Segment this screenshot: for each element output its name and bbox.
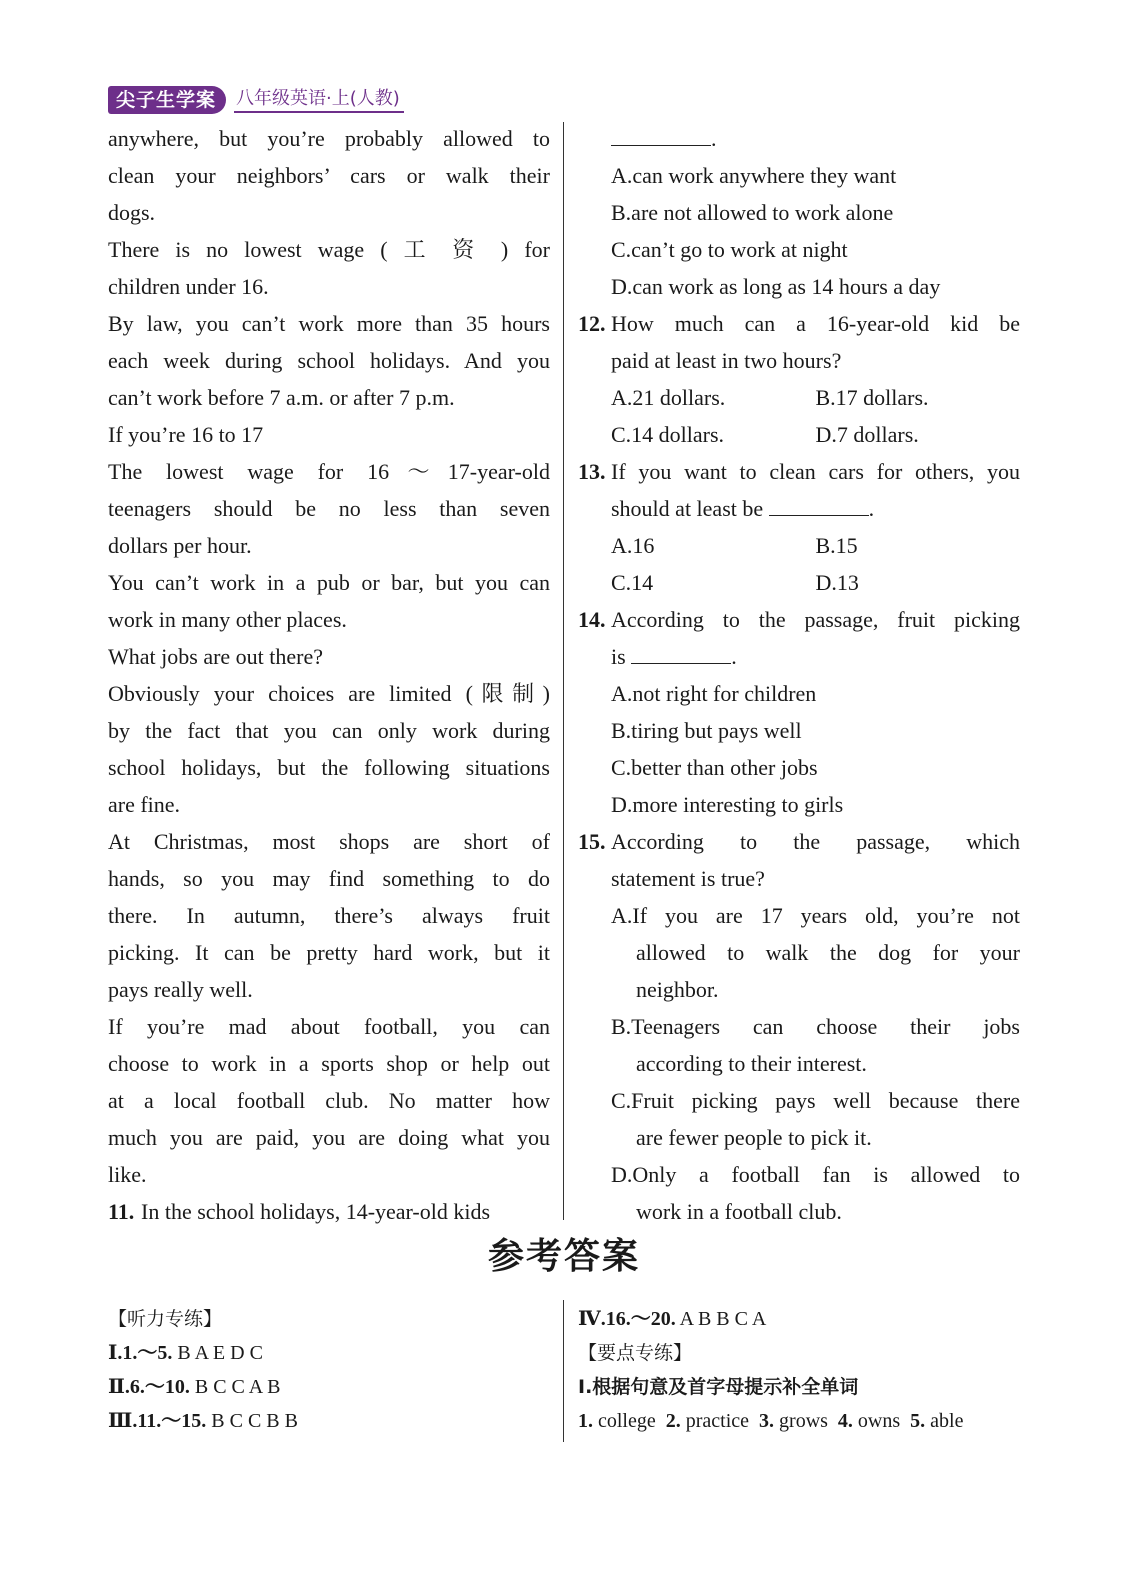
- question-number: 14.: [578, 607, 606, 632]
- passage-line: much you are paid, you are doing what you: [108, 1125, 550, 1150]
- option-line: C.Fruit picking pays well because there: [611, 1088, 1020, 1113]
- answer-line: Ⅳ.16.～20. A B B C A: [578, 1308, 767, 1330]
- word-answers: 1. college 2. practice 3. grows 4. owns 5. able: [578, 1410, 964, 1432]
- passage-line: each week during school holidays. And you: [108, 348, 550, 373]
- option-line: according to their interest.: [636, 1051, 867, 1076]
- answer-line: Ⅱ.6.～10. B C C A B: [108, 1376, 281, 1398]
- option-line: neighbor.: [636, 977, 719, 1002]
- passage-line: teenagers should be no less than seven: [108, 496, 550, 521]
- passage-line: hands, so you may find something to do: [108, 866, 550, 891]
- passage-line: school holidays, but the following situations: [108, 755, 550, 780]
- passage-line: There is no lowest wage ( 工 资 ) for: [108, 237, 550, 262]
- question-stem-line2: is .: [578, 638, 1020, 675]
- passage-line: You can’t work in a pub or bar, but you can: [108, 570, 550, 595]
- question-11: [108, 1193, 550, 1230]
- passage-line: by the fact that you can only work during: [108, 718, 550, 743]
- question-stem: According to the passage, fruit picking: [611, 607, 1020, 632]
- page-header: [108, 86, 404, 114]
- option-line: are fewer people to pick it.: [636, 1125, 872, 1150]
- passage-line: can’t work before 7 a.m. or after 7 p.m.: [108, 385, 455, 410]
- question-15-options: [578, 897, 1020, 1230]
- section-heading: 【要点专练】: [578, 1342, 693, 1364]
- answers-right: [578, 1302, 1028, 1438]
- passage-line: at a local football club. No matter how: [108, 1088, 550, 1113]
- option: B.tiring but pays well: [611, 718, 802, 743]
- option: C.14: [611, 570, 654, 595]
- option: D.more interesting to girls: [611, 792, 844, 817]
- passage-line: work in many other places.: [108, 607, 347, 632]
- option: D.13: [815, 570, 859, 595]
- passage-line: clean your neighbors’ cars or walk their: [108, 163, 550, 188]
- question-14: [578, 601, 1020, 638]
- answer-blank[interactable]: [611, 123, 711, 146]
- brand-logo: 尖子生学案: [108, 86, 226, 114]
- option-line: B.Teenagers can choose their jobs: [611, 1014, 1020, 1039]
- option: C.better than other jobs: [611, 755, 818, 780]
- option: A.can work anywhere they want: [611, 163, 897, 188]
- question-stem-line2: paid at least in two hours?: [611, 348, 842, 373]
- passage-line: What jobs are out there?: [108, 644, 324, 669]
- passage-line: children under 16.: [108, 274, 269, 299]
- section-heading: 【听力专练】: [108, 1308, 223, 1330]
- answer-line: Ⅲ.11.～15. B C C B B: [108, 1410, 298, 1432]
- passage-line: At Christmas, most shops are short of: [108, 829, 550, 854]
- question-stem: According to the passage, which: [611, 829, 1020, 854]
- option: D.can work as long as 14 hours a day: [611, 274, 941, 299]
- question-stem: In the school holidays, 14-year-old kids: [141, 1199, 491, 1224]
- subject-label: 八年级英语·上(人教): [234, 87, 404, 113]
- answer-divider: [563, 1300, 564, 1442]
- options-row: [578, 527, 1020, 564]
- options-row: [578, 416, 1020, 453]
- option-line: A.If you are 17 years old, you’re not: [611, 903, 1020, 928]
- option-line: D.Only a football fan is allowed to: [611, 1162, 1020, 1187]
- passage-line: By law, you can’t work more than 35 hours: [108, 311, 550, 336]
- answer-blank[interactable]: [631, 641, 731, 664]
- passage: [108, 120, 550, 1193]
- answers-left: [108, 1302, 548, 1438]
- question-13: [578, 453, 1020, 490]
- subsection-heading: Ⅰ.根据句意及首字母提示补全单词: [578, 1376, 859, 1398]
- question-number: 11.: [108, 1199, 135, 1224]
- answer-lines: [108, 1336, 548, 1438]
- question-stem: If you want to clean cars for others, you: [611, 459, 1020, 484]
- option: A.16: [611, 533, 655, 558]
- option-line: work in a football club.: [636, 1199, 842, 1224]
- question-15: [578, 823, 1020, 860]
- passage-line: anywhere, but you’re probably allowed to: [108, 126, 550, 151]
- passage-line: The lowest wage for 16～17-year-old: [108, 459, 550, 484]
- answer-blank[interactable]: [769, 493, 869, 516]
- question-12: [578, 305, 1020, 342]
- column-divider: [563, 122, 564, 1220]
- passage-line: pays really well.: [108, 977, 253, 1002]
- option: C.14 dollars.: [611, 422, 725, 447]
- right-column: [578, 120, 1020, 1230]
- passage-line: If you’re 16 to 17: [108, 422, 264, 447]
- option: A.not right for children: [611, 681, 817, 706]
- question-number: 12.: [578, 311, 606, 336]
- answer-line: Ⅰ.1.～5. B A E D C: [108, 1342, 263, 1364]
- passage-line: Obviously your choices are limited (限制): [108, 681, 550, 706]
- passage-line: like.: [108, 1162, 147, 1187]
- question-11-stem-end: .: [578, 120, 1020, 157]
- option: B.15: [815, 533, 858, 558]
- passage-line: are fine.: [108, 792, 181, 817]
- option: D.7 dollars.: [815, 422, 919, 447]
- question-number: 13.: [578, 459, 606, 484]
- passage-line: dollars per hour.: [108, 533, 252, 558]
- option: C.can’t go to work at night: [611, 237, 848, 262]
- question-number: 15.: [578, 829, 606, 854]
- passage-line: picking. It can be pretty hard work, but it: [108, 940, 550, 965]
- option-line: allowed to walk the dog for your: [636, 940, 1020, 965]
- question-stem-line2: statement is true?: [611, 866, 765, 891]
- options-row: [578, 379, 1020, 416]
- passage-line: choose to work in a sports shop or help out: [108, 1051, 550, 1076]
- option: B.are not allowed to work alone: [611, 200, 894, 225]
- options-row: [578, 564, 1020, 601]
- option: A.21 dollars.: [611, 385, 726, 410]
- left-column: [108, 120, 550, 1230]
- question-stem-line2: should at least be .: [578, 490, 1020, 527]
- passage-line: there. In autumn, there’s always fruit: [108, 903, 550, 928]
- passage-line: If you’re mad about football, you can: [108, 1014, 550, 1039]
- question-stem: How much can a 16-year-old kid be: [611, 311, 1020, 336]
- passage-line: dogs.: [108, 200, 156, 225]
- option: B.17 dollars.: [815, 385, 929, 410]
- answer-key-title: 参考答案: [487, 1236, 640, 1277]
